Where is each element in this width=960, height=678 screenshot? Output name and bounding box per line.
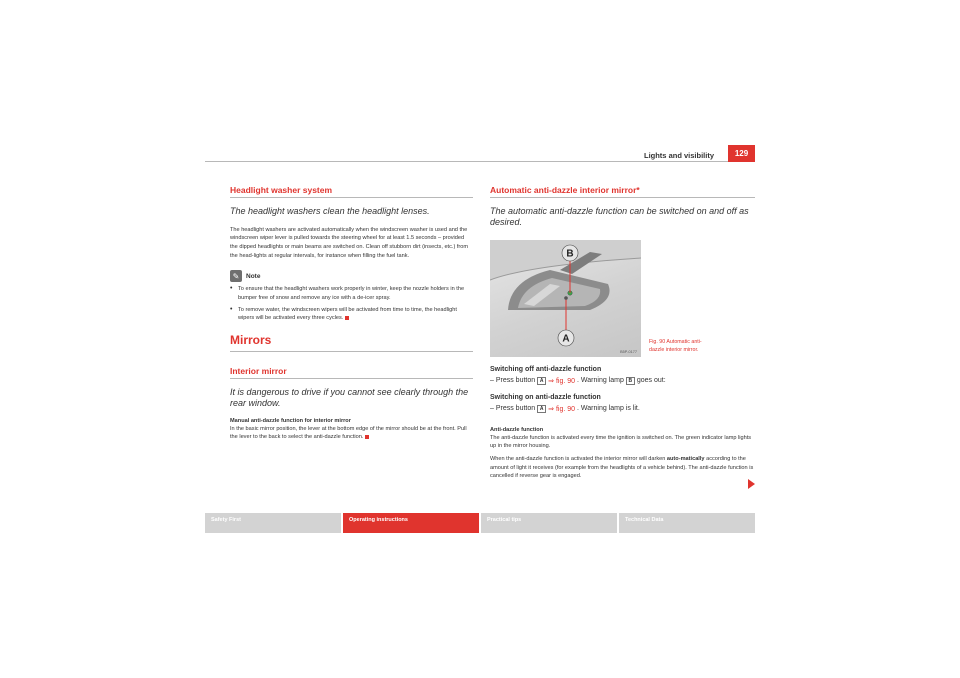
figure-label-b: B xyxy=(566,248,574,260)
bullet-icon: • xyxy=(230,305,233,313)
note-heading xyxy=(230,270,473,282)
figure xyxy=(490,240,755,357)
figure-reference: ⇒ fig. 90 xyxy=(548,377,576,385)
note-label: Note xyxy=(246,272,261,280)
button-a-key: A xyxy=(537,405,546,413)
note-bullet xyxy=(230,306,473,323)
footer-tab-safety-first[interactable]: Safety First xyxy=(205,513,341,533)
body-text: In the basic mirror position, the lever at the bottom edge of the mirror should be at the front. Pull the lever to the back to select the anti-dazzle function. xyxy=(230,425,467,441)
subheading: Manual anti-dazzle function for interior mirror xyxy=(230,417,351,424)
figure-caption: Fig. 90 Automatic anti-dazzle interior mirror. xyxy=(649,339,702,353)
note-icon: ✎ xyxy=(230,270,242,282)
step-heading-off: Switching off anti-dazzle function xyxy=(490,365,602,373)
figure-code: B5P-0177 xyxy=(620,349,637,354)
step-heading-on: Switching on anti-dazzle function xyxy=(490,393,601,401)
section-title-auto-anti-dazzle: Automatic anti-dazzle interior mirror* xyxy=(490,185,755,198)
footer-tabs xyxy=(205,513,755,533)
right-column xyxy=(490,185,755,481)
body-text: The anti-dazzle function is activated every time the ignition is switched on. The green indicator lamp lights up in the mirror housing. xyxy=(490,434,752,450)
note-bullet xyxy=(230,285,473,302)
mirror-illustration xyxy=(490,240,641,357)
left-column xyxy=(230,185,473,442)
button-a-key: A xyxy=(537,377,546,385)
step-on: – Press button A ⇒ fig. 90 . Warning lamp is lit. xyxy=(490,405,640,413)
section-title-interior-mirror: Interior mirror xyxy=(230,366,473,379)
body-text: The headlight washers are activated automatically when the windscreen washer is used and the windscreen wiper lever is pulled towards the steering wheel for at least 1.5 seconds – provided the dipped headlights or main beams are switched on. Clean off stubborn dirt (insects, etc.) from the head-lights at regular intervals, for instance when filling the fuel tank. xyxy=(230,226,469,259)
footer-tab-operating-instructions[interactable]: Operating instructions xyxy=(343,513,479,533)
figure-label-a: A xyxy=(562,333,570,345)
mirror-drawing xyxy=(490,240,641,357)
header-rule xyxy=(205,161,755,162)
continue-arrow-icon xyxy=(748,479,755,489)
section-intro: The headlight washers clean the headlight lenses. xyxy=(230,206,430,216)
section-intro: It is dangerous to drive if you cannot see clearly through the rear window. xyxy=(230,387,469,408)
running-header: Lights and visibility xyxy=(643,151,714,160)
section-end-icon xyxy=(345,316,349,320)
bullet-icon: • xyxy=(230,285,233,293)
step-off: – Press button A ⇒ fig. 90 . Warning lamp B goes out: xyxy=(490,377,666,385)
body-text: When the anti-dazzle function is activated the interior mirror will darken auto-matically according to the amount of light it receives (for example from the headlights of a vehicle behind). The anti-dazzle function is cancelled if reverse gear is engaged. xyxy=(490,455,754,480)
subheading: Anti-dazzle function xyxy=(490,426,544,433)
page-number: 129 xyxy=(728,145,755,162)
bullet-text: To ensure that the headlight washers work properly in winter, keep the nozzle holders in the bumper free of snow and remove any ice with a de-icer spray. xyxy=(238,286,465,302)
chapter-title: Mirrors xyxy=(230,333,473,352)
bullet-text: To remove water, the windscreen wipers will be activated from time to time, the headlight wipers will be activated every three cycles. xyxy=(238,306,457,322)
lamp-b-key: B xyxy=(626,377,635,385)
section-title-headlight-washer: Headlight washer system xyxy=(230,185,473,198)
footer-tab-practical-tips[interactable]: Practical tips xyxy=(481,513,617,533)
figure-reference: ⇒ fig. 90 xyxy=(548,405,576,413)
section-end-icon xyxy=(365,435,369,439)
footer-tab-technical-data[interactable]: Technical Data xyxy=(619,513,755,533)
section-intro: The automatic anti-dazzle function can be switched on and off as desired. xyxy=(490,206,749,227)
